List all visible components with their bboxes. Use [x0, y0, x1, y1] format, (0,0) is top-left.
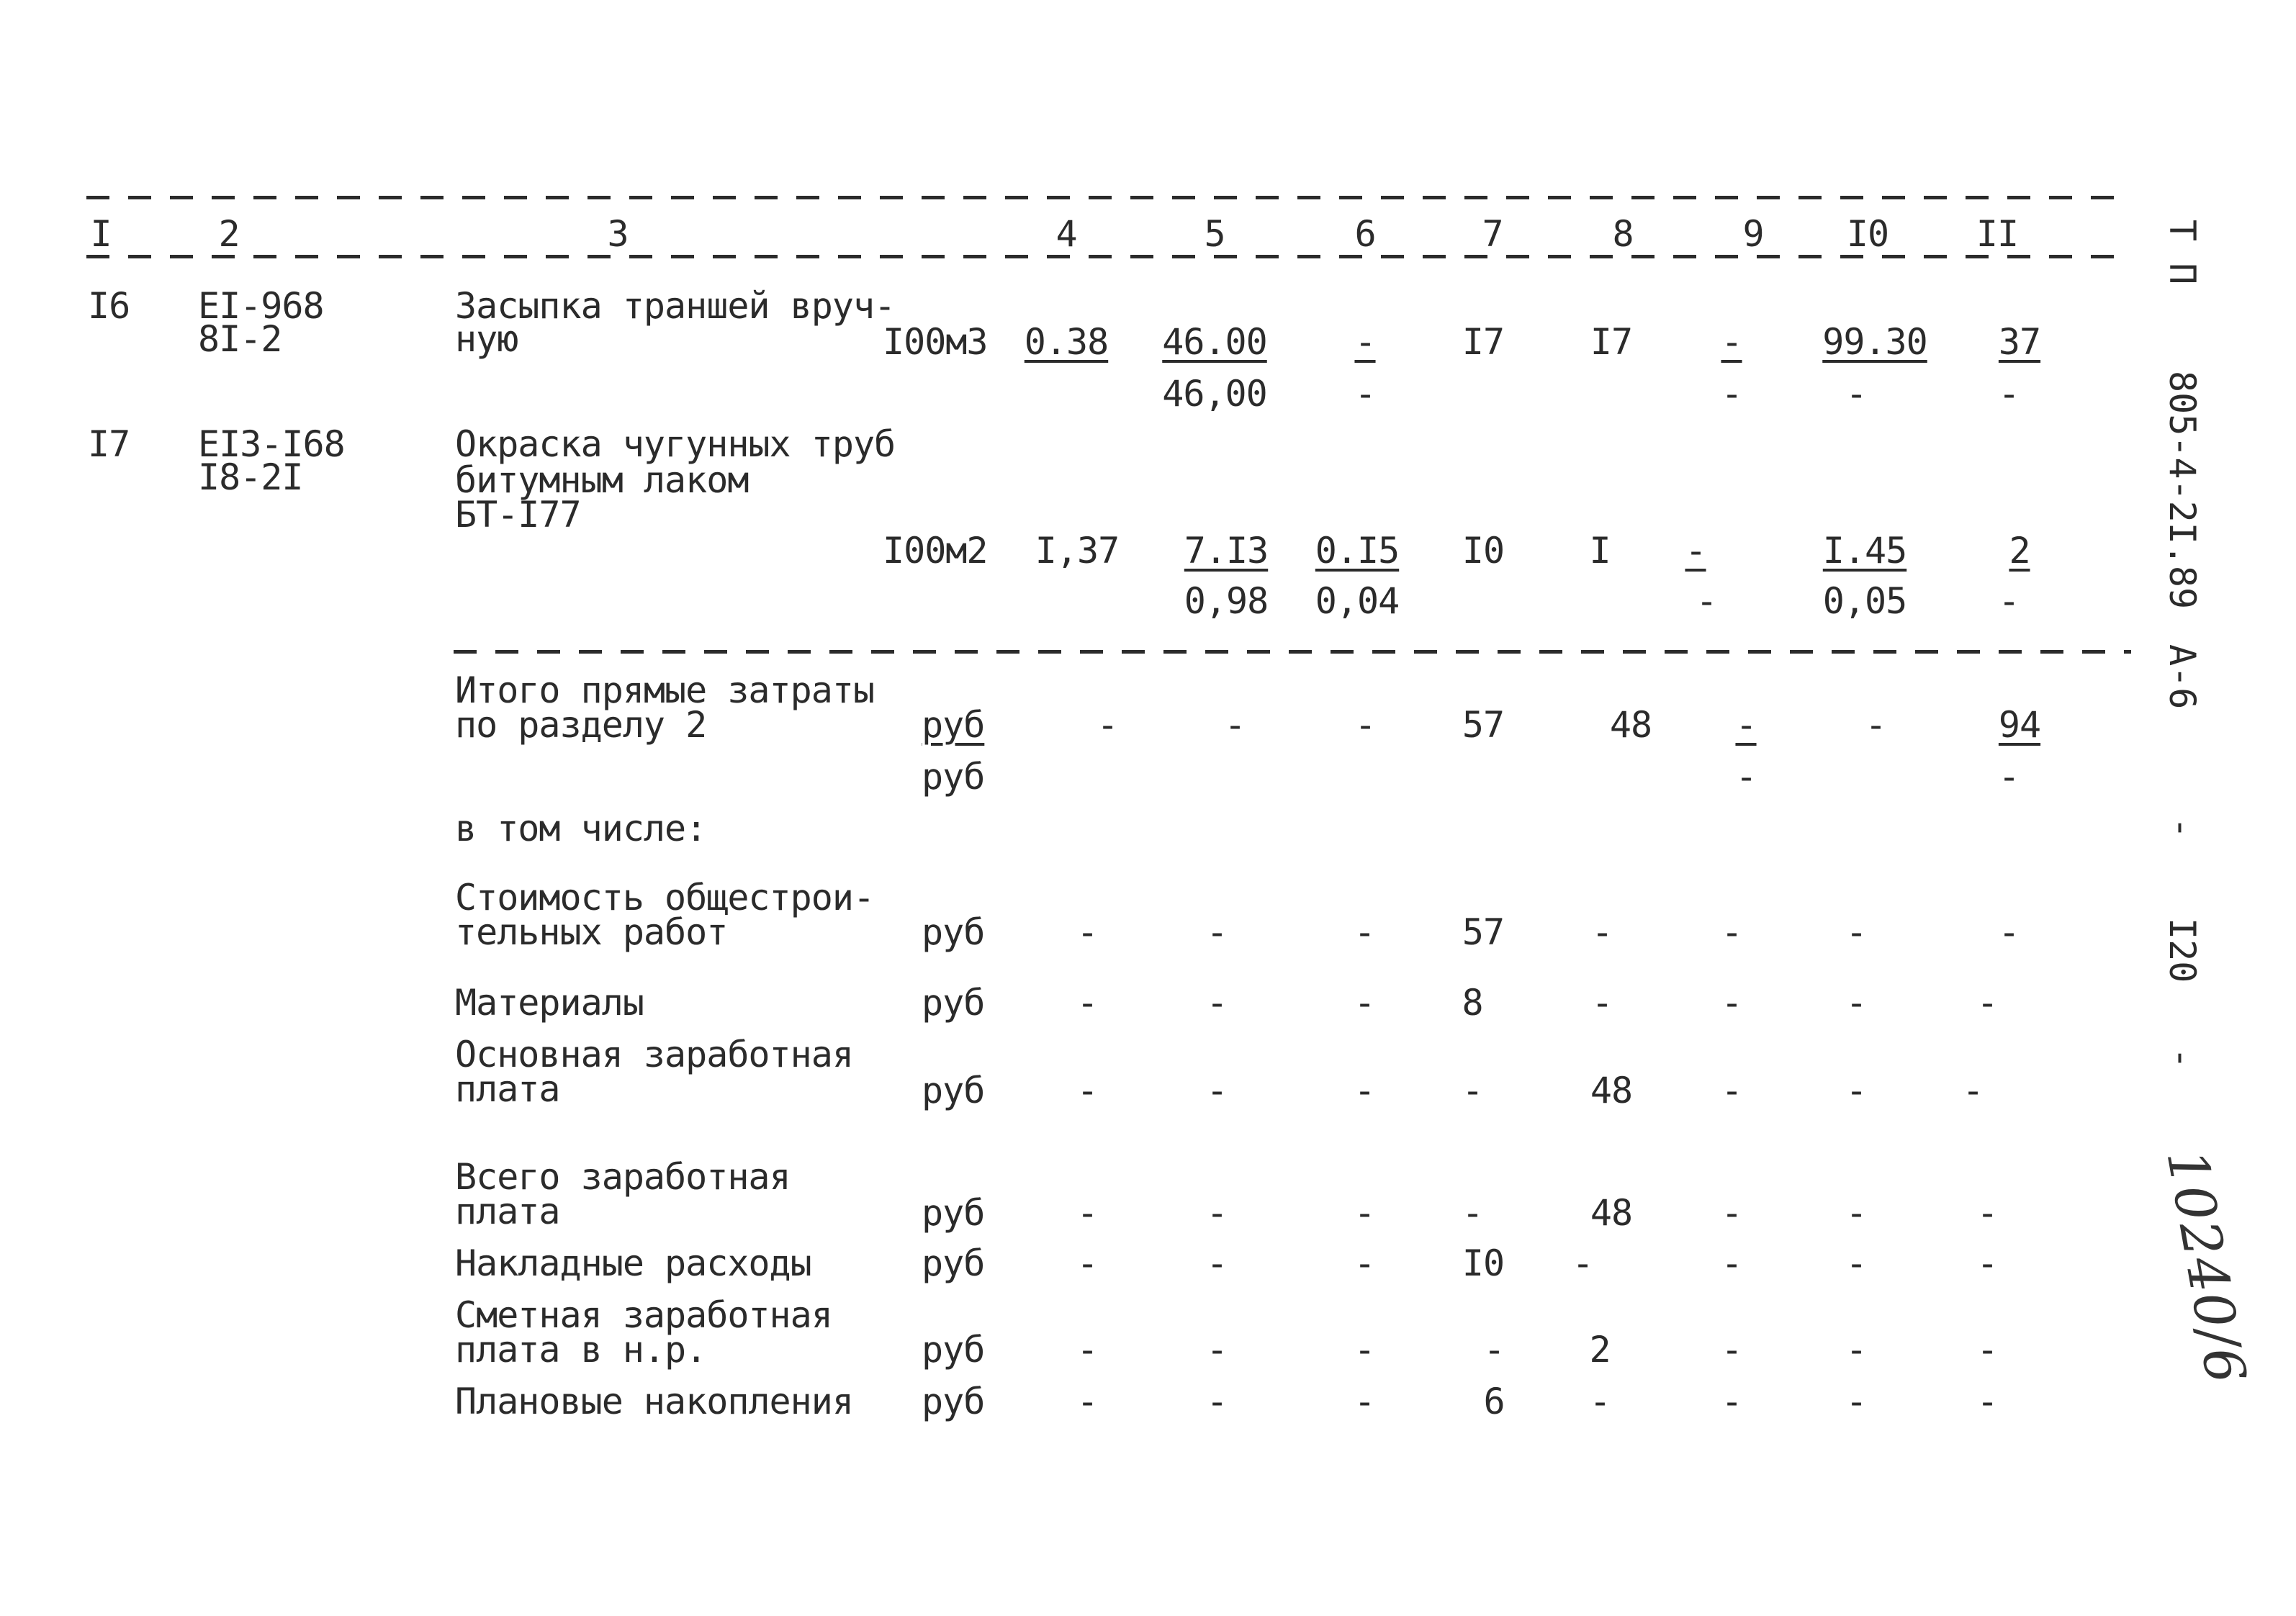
summary-1-col-10: -: [1845, 911, 1867, 953]
summary-7-unit: руб: [922, 1381, 985, 1422]
row-16-sub-col-6: -: [1354, 373, 1376, 415]
summary-4-name-line-1: Всего заработная: [455, 1156, 791, 1198]
summary-6-name-line-2: плата в н.р.: [455, 1329, 707, 1371]
summary-2-unit: руб: [922, 982, 985, 1024]
summary-6-col-8: 2: [1589, 1329, 1611, 1371]
summary-1-col-6: -: [1354, 911, 1375, 953]
summary-6-unit: руб: [922, 1329, 985, 1371]
row-16-col-7: I7: [1462, 321, 1505, 363]
summary-5-col-8: -: [1572, 1242, 1593, 1284]
row-16-col-5: 46.00: [1162, 321, 1267, 363]
row-17-name-line-1: Окраска чугунных труб: [455, 423, 896, 465]
totals-sub-col-11: -: [1998, 756, 2020, 798]
summary-4-name-line-2: плата: [455, 1191, 560, 1232]
summary-2-col-10: -: [1845, 982, 1867, 1024]
row-16-col-11: 37: [1998, 321, 2041, 363]
row-16-name-line-1: Засыпка траншей вруч-: [455, 285, 896, 327]
totals-col-4: -: [1097, 704, 1118, 746]
summary-4-unit: руб: [922, 1192, 985, 1234]
summary-7-col-10: -: [1845, 1381, 1867, 1422]
summary-3-name-line-1: Основная заработная: [455, 1034, 853, 1075]
summary-2-col-5: -: [1206, 982, 1228, 1024]
row-17-col-11: 2: [2009, 530, 2030, 572]
column-header-5: 5: [1204, 213, 1225, 255]
column-header-10: I0: [1846, 213, 1889, 255]
summary-6-col-5: -: [1206, 1329, 1228, 1371]
totals-col-10: -: [1865, 704, 1886, 746]
summary-3-col-7: -: [1462, 1070, 1483, 1111]
totals-col-9: -: [1735, 704, 1757, 746]
row-16-col-10: 99.30: [1822, 321, 1927, 363]
totals-col-8: 48: [1609, 704, 1652, 746]
summary-1-col-11: -: [1998, 911, 2020, 953]
row-16-col-4: 0.38: [1024, 321, 1109, 363]
summary-4-col-4: -: [1076, 1192, 1098, 1234]
side-stamp-dash-1: -: [2161, 817, 2203, 839]
row-16-code-line-2: 8I-2: [198, 318, 282, 360]
row-16-name-line-2: ную: [455, 318, 518, 360]
summary-1-col-7: 57: [1462, 911, 1505, 953]
column-header-8: 8: [1612, 213, 1634, 255]
side-stamp-tp: Т П: [2161, 220, 2203, 285]
summary-7-col-9: -: [1721, 1381, 1742, 1422]
column-header-7: 7: [1482, 213, 1503, 255]
summary-4-col-6: -: [1354, 1192, 1375, 1234]
summary-3-unit: руб: [922, 1070, 985, 1111]
column-header-1: I: [90, 213, 112, 255]
column-header-11: II: [1976, 213, 2019, 255]
row-17-code-line-2: I8-2I: [198, 456, 303, 498]
summary-7-col-4: -: [1076, 1381, 1098, 1422]
summary-7-col-8: -: [1589, 1381, 1611, 1422]
summary-3-col-8: 48: [1590, 1070, 1633, 1111]
row-16-unit: I00м3: [883, 321, 988, 363]
row-17-col-5: 7.I3: [1184, 530, 1269, 572]
side-stamp-dash-2: -: [2161, 1047, 2203, 1070]
row-17-col-4: I,37: [1035, 530, 1120, 572]
summary-7-col-11: -: [1976, 1381, 1998, 1422]
summary-6-col-7: -: [1483, 1329, 1505, 1371]
row-17-col-8: I: [1589, 530, 1611, 572]
row-17-sub-col-5: 0,98: [1184, 580, 1269, 622]
summary-6-col-4: -: [1076, 1329, 1098, 1371]
row-16-sub-col-10: -: [1845, 373, 1867, 415]
summary-3-col-6: -: [1354, 1070, 1375, 1111]
summary-3-name-line-2: плата: [455, 1068, 560, 1110]
totals-col-11: 94: [1998, 704, 2041, 746]
summary-3-col-10: -: [1845, 1070, 1867, 1111]
summary-5-name-line-1: Накладные расходы: [455, 1242, 811, 1284]
summary-2-col-11: -: [1976, 982, 1998, 1024]
row-17-col-10: I.45: [1822, 530, 1907, 572]
top-rule: [86, 196, 2131, 199]
summary-4-col-10: -: [1845, 1192, 1867, 1234]
summary-7-name-line-1: Плановые накопления: [455, 1381, 853, 1422]
summary-7-col-7: 6: [1483, 1381, 1505, 1422]
summary-5-col-4: -: [1076, 1242, 1098, 1284]
totals-sub-col-9: -: [1735, 756, 1757, 798]
summary-5-unit: руб: [922, 1242, 985, 1284]
row-16-sub-col-11: -: [1998, 373, 2020, 415]
summary-7-col-5: -: [1206, 1381, 1228, 1422]
totals-col-7: 57: [1462, 704, 1505, 746]
column-header-2: 2: [218, 213, 240, 255]
row-16-code-line-1: EI-968: [198, 285, 324, 327]
row-17-col-6: 0.I5: [1315, 530, 1400, 572]
totals-sub-unit: руб: [922, 756, 985, 798]
summary-1-name-line-2: тельных работ: [455, 911, 728, 953]
totals-col-6: -: [1354, 704, 1376, 746]
row-16-col-8: I7: [1590, 321, 1633, 363]
summary-5-col-9: -: [1721, 1242, 1742, 1284]
row-17-col-7: I0: [1462, 530, 1505, 572]
summary-6-col-10: -: [1845, 1329, 1867, 1371]
summary-2-col-8: -: [1591, 982, 1613, 1024]
totals-unit: руб: [922, 704, 985, 746]
summary-6-name-line-1: Сметная заработная: [455, 1294, 832, 1336]
summary-4-col-11: -: [1976, 1192, 1998, 1234]
summary-3-col-9: -: [1721, 1070, 1742, 1111]
side-stamp-album: А-6: [2161, 644, 2203, 710]
summary-1-unit: руб: [922, 911, 985, 953]
row-17-sub-col-6: 0,04: [1315, 580, 1400, 622]
summary-5-col-10: -: [1845, 1242, 1867, 1284]
column-header-4: 4: [1055, 213, 1077, 255]
row-17-sub-col-10: 0,05: [1822, 580, 1907, 622]
row-17-number: I7: [88, 423, 130, 465]
summary-5-col-7: I0: [1462, 1242, 1505, 1284]
row-17-col-9: -: [1685, 530, 1706, 572]
summary-3-col-4: -: [1076, 1070, 1098, 1111]
summary-2-col-9: -: [1721, 982, 1742, 1024]
summary-1-col-4: -: [1076, 911, 1098, 953]
totals-rule: [454, 650, 2131, 654]
row-17-name-line-2: битумным лаком: [455, 459, 749, 501]
row-16-col-9: -: [1721, 321, 1742, 363]
handwritten-number: 10240/6: [2154, 1145, 2259, 1390]
row-17-sub-col-11: -: [1998, 580, 2020, 622]
totals-name-line-2: по разделу 2: [455, 704, 707, 746]
summary-4-col-9: -: [1721, 1192, 1742, 1234]
row-16-col-6: -: [1354, 321, 1376, 363]
column-header-6: 6: [1354, 213, 1376, 255]
side-stamp-page: I20: [2161, 918, 2203, 983]
summary-6-col-9: -: [1721, 1329, 1742, 1371]
summary-2-col-6: -: [1354, 982, 1375, 1024]
summary-1-col-9: -: [1721, 911, 1742, 953]
row-17-sub-col-9: -: [1696, 580, 1717, 622]
summary-2-name-line-1: Материалы: [455, 982, 644, 1024]
side-stamp-code: 805-4-2I.89: [2161, 371, 2203, 610]
summary-4-col-5: -: [1206, 1192, 1228, 1234]
summary-7-col-6: -: [1354, 1381, 1375, 1422]
row-17-unit: I00м2: [883, 530, 988, 572]
column-header-9: 9: [1742, 213, 1764, 255]
totals-col-5: -: [1224, 704, 1246, 746]
summary-2-col-4: -: [1076, 982, 1098, 1024]
row-17-code-line-1: EI3-I68: [198, 423, 345, 465]
summary-5-col-6: -: [1354, 1242, 1375, 1284]
column-header-3: 3: [607, 213, 629, 255]
row-16-sub-col-5: 46,00: [1162, 373, 1267, 415]
summary-1-col-8: -: [1591, 911, 1613, 953]
summary-1-col-5: -: [1206, 911, 1228, 953]
totals-name-line-1: Итого прямые затраты: [455, 669, 875, 711]
header-rule: [86, 255, 2131, 258]
summary-5-col-5: -: [1206, 1242, 1228, 1284]
summary-4-col-7: -: [1462, 1192, 1483, 1234]
summary-3-col-5: -: [1206, 1070, 1228, 1111]
summary-3-col-11: -: [1962, 1070, 1984, 1111]
summary-4-col-8: 48: [1590, 1192, 1633, 1234]
row-16-sub-col-9: -: [1721, 373, 1742, 415]
row-17-name-line-3: БТ-I77: [455, 494, 581, 536]
summary-6-col-6: -: [1354, 1329, 1375, 1371]
summary-5-col-11: -: [1976, 1242, 1998, 1284]
row-16-number: I6: [88, 285, 130, 327]
summary-2-col-7: 8: [1462, 982, 1483, 1024]
including-label: в том числе:: [455, 808, 707, 849]
summary-1-name-line-1: Стоимость общестрои-: [455, 877, 875, 918]
summary-6-col-11: -: [1976, 1329, 1998, 1371]
